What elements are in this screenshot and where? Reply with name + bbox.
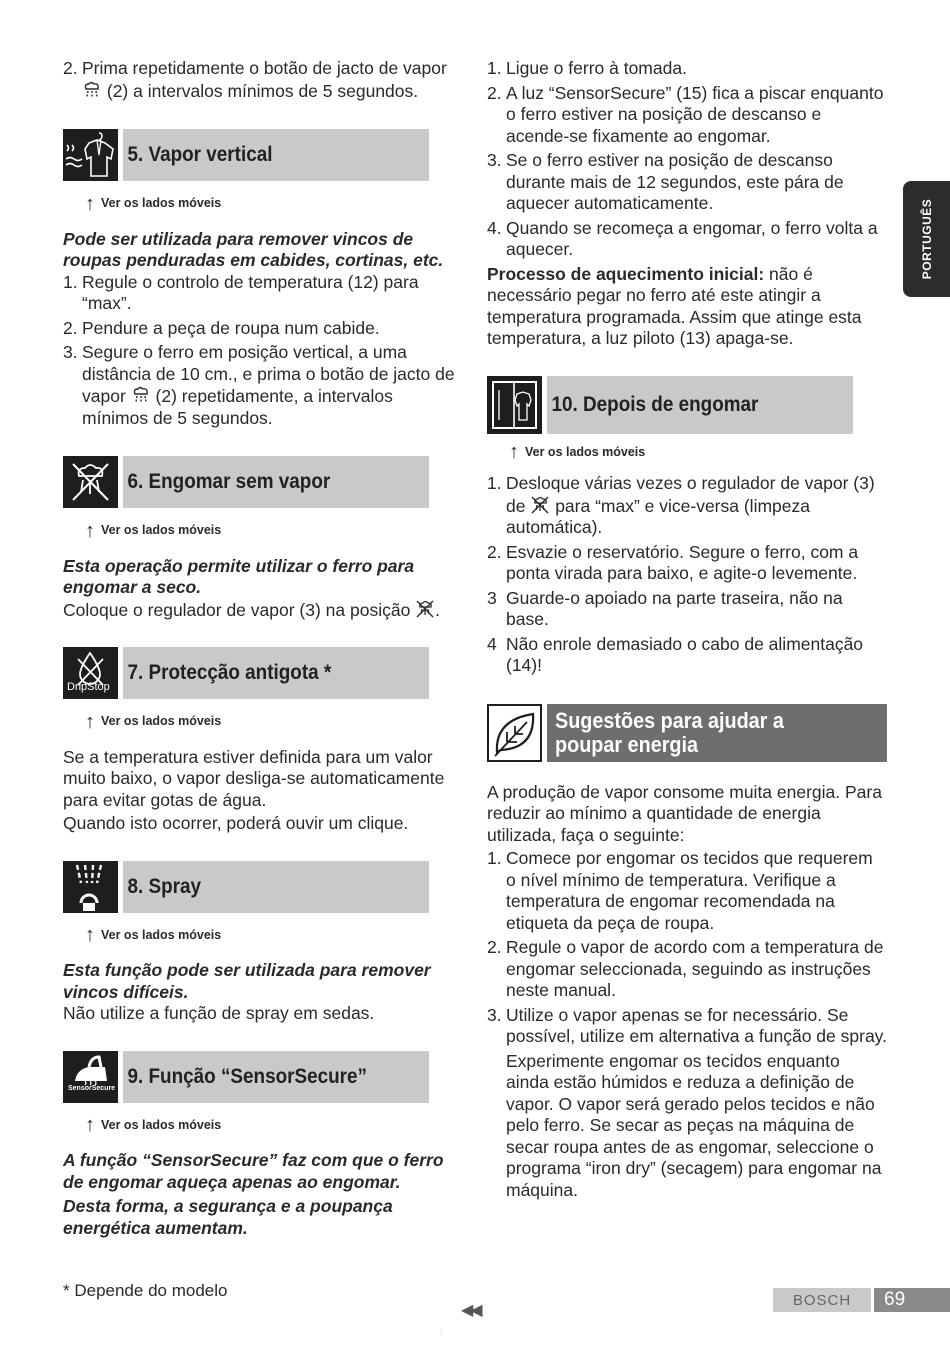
dripstop-label: DripStop — [67, 680, 110, 693]
list-item: 3 Guarde-o apoiado na parte traseira, não na base. — [487, 587, 843, 629]
list-item: 3. Se o ferro estiver na posição de descanso durante mais de 12 segundos, este pára de aquecer automaticamente. — [487, 150, 844, 213]
section-title: 7. Protecção antigota * — [123, 647, 429, 699]
footnote: * Depende do modelo — [63, 1281, 228, 1300]
paragraph: Quando isto ocorrer, poderá ouvir um clique. — [63, 813, 409, 833]
section-header-sensorsecure — [63, 1051, 463, 1103]
leaf-icon — [487, 704, 542, 762]
steam-burst-icon — [82, 80, 102, 100]
right-column — [487, 58, 887, 1204]
paragraph: Se a temperatura estiver definida para um valor muito baixo, o vapor desliga-se automaticamente para evitar gotas de água. — [63, 746, 445, 810]
list-item: 1. Regule o controlo de temperatura (12) para “max”. — [63, 271, 419, 313]
language-tab-label: PORTUGUÊS — [919, 198, 934, 280]
section-title: 9. Função “SensorSecure” — [123, 1051, 429, 1103]
sensorsecure-icon — [63, 1051, 118, 1103]
spray-icon — [63, 861, 118, 913]
section-title: Sugestões para ajudar a poupar energia — [547, 704, 887, 762]
no-steam-icon — [63, 456, 118, 508]
see-fold-out-note: ↑ Ver os lados móveis — [85, 192, 222, 215]
section-header-vertical-steam — [63, 129, 463, 181]
print-mark: : — [440, 1328, 443, 1337]
section-lead: Esta função pode ser utilizada para remover vincos difíceis. — [63, 960, 431, 1002]
section-title: 5. Vapor vertical — [123, 129, 429, 181]
section-header-energy-saving — [487, 704, 887, 762]
section-header-anti-drip — [63, 647, 463, 699]
paragraph: Coloque o regulador de vapor (3) na posição . — [63, 599, 441, 620]
list-item: 3. Utilize o vapor apenas se for necessário. Se possível, utilize em alternativa a função de spray. — [487, 1004, 887, 1046]
arrow-up-icon: ↑ — [85, 192, 95, 215]
arrow-up-icon: ↑ — [509, 441, 519, 464]
steam-burst-icon — [131, 385, 151, 405]
section-lead: Desta forma, a segurança e a poupança energética aumentam. — [63, 1196, 393, 1238]
section-lead: Esta operação permite utilizar o ferro para engomar a seco. — [63, 555, 415, 597]
section-lead: A função “SensorSecure” faz com que o ferro de engomar aqueça apenas ao engomar. — [63, 1150, 444, 1192]
brand-label: BOSCH — [773, 1288, 871, 1312]
section-lead: Pode ser utilizada para remover vincos de roupas penduradas em cabides, cortinas, etc. — [63, 228, 444, 270]
language-tab — [903, 181, 950, 297]
paragraph: A produção de vapor consome muita energia. Para reduzir ao mínimo a quantidade de energia utilizada, faça o seguinte: — [487, 781, 882, 845]
arrow-up-icon: ↑ — [85, 1114, 95, 1137]
section-title: 8. Spray — [123, 861, 429, 913]
list-item: 2. Regule o vapor de acordo com a temperatura de engomar seleccionada, seguindo as instruções neste manual. — [487, 937, 884, 1000]
dripstop-icon — [63, 647, 118, 699]
list-item: 4 Não enrole demasiado o cabo de alimentação (14)! — [487, 633, 864, 675]
section-title: 10. Depois de engomar — [547, 376, 853, 434]
paragraph: Processo de aquecimento inicial: não é necessário pegar no ferro até este atingir a temperatura programada. Assim que atinge esta temperatura, a luz piloto (13) apaga-se. — [487, 263, 862, 348]
see-fold-out-note: ↑ Ver os lados móveis — [85, 1114, 222, 1137]
left-column — [63, 58, 463, 1239]
list-item: 1. Comece por engomar os tecidos que requerem o nível mínimo de temperatura. Verifique a temperatura de engomar recomendada na etiqueta da peça de roupa. — [487, 848, 873, 933]
list-item: 2. Pendure a peça de roupa num cabide. — [63, 317, 380, 338]
list-item: 1. Desloque várias vezes o regulador de vapor (3) de para “max” e vice-versa (limpeza automática). — [487, 473, 875, 537]
arrow-up-icon: ↑ — [85, 519, 95, 542]
no-steam-icon — [415, 599, 435, 619]
page-number: 69 — [874, 1288, 950, 1312]
list-item: 1. Ligue o ferro à tomada. — [487, 58, 687, 78]
arrow-up-icon: ↑ — [85, 710, 95, 733]
section-header-spray — [63, 861, 463, 913]
see-fold-out-note: ↑ Ver os lados móveis — [85, 519, 222, 542]
paragraph: Não utilize a função de spray em sedas. — [63, 1003, 375, 1023]
list-item: 4. Quando se recomeça a engomar, o ferro volta a aquecer. — [487, 217, 878, 259]
list-item: 3. Segure o ferro em posição vertical, a uma distância de 10 cm., e prima o botão de jacto de vapor (2) repetidamente, a intervalos mínimos de 5 segundos. — [63, 342, 455, 428]
section-header-after-ironing — [487, 376, 887, 434]
list-item-continuation: Experimente engomar os tecidos enquanto ainda estão húmidos e reduza a definição de vapor. O vapor será gerado pelos tecidos e não pelo ferro. Se secar as peças na máquina de secar roupa antes de as engomar, seleccione o programa “iron dry” (secagem) para engomar na máquina. — [506, 1050, 882, 1200]
list-item: 2. Esvazie o reservatório. Segure o ferro, com a ponta virada para baixo, e agite-o levemente. — [487, 541, 859, 583]
arrow-up-icon: ↑ — [85, 924, 95, 947]
list-item: 2. A luz “SensorSecure” (15) fica a piscar enquanto o ferro estiver na posição de descanso e acende-se fixamente ao engomar. — [487, 82, 884, 146]
back-nav-icon: ◀◀ — [461, 1302, 480, 1319]
see-fold-out-note: ↑ Ver os lados móveis — [85, 924, 222, 947]
section-title: 6. Engomar sem vapor — [123, 456, 429, 508]
sensorsecure-label: SensorSecure — [68, 1085, 116, 1092]
see-fold-out-note: ↑ Ver os lados móveis — [509, 441, 646, 464]
no-steam-icon — [530, 495, 550, 515]
wardrobe-icon — [487, 376, 542, 434]
vertical-steam-icon — [63, 129, 118, 181]
see-fold-out-note: ↑ Ver os lados móveis — [85, 710, 222, 733]
section-header-dry-ironing — [63, 456, 463, 508]
list-item: 2. Prima repetidamente o botão de jacto de vapor (2) a intervalos mínimos de 5 segundos. — [63, 58, 447, 101]
